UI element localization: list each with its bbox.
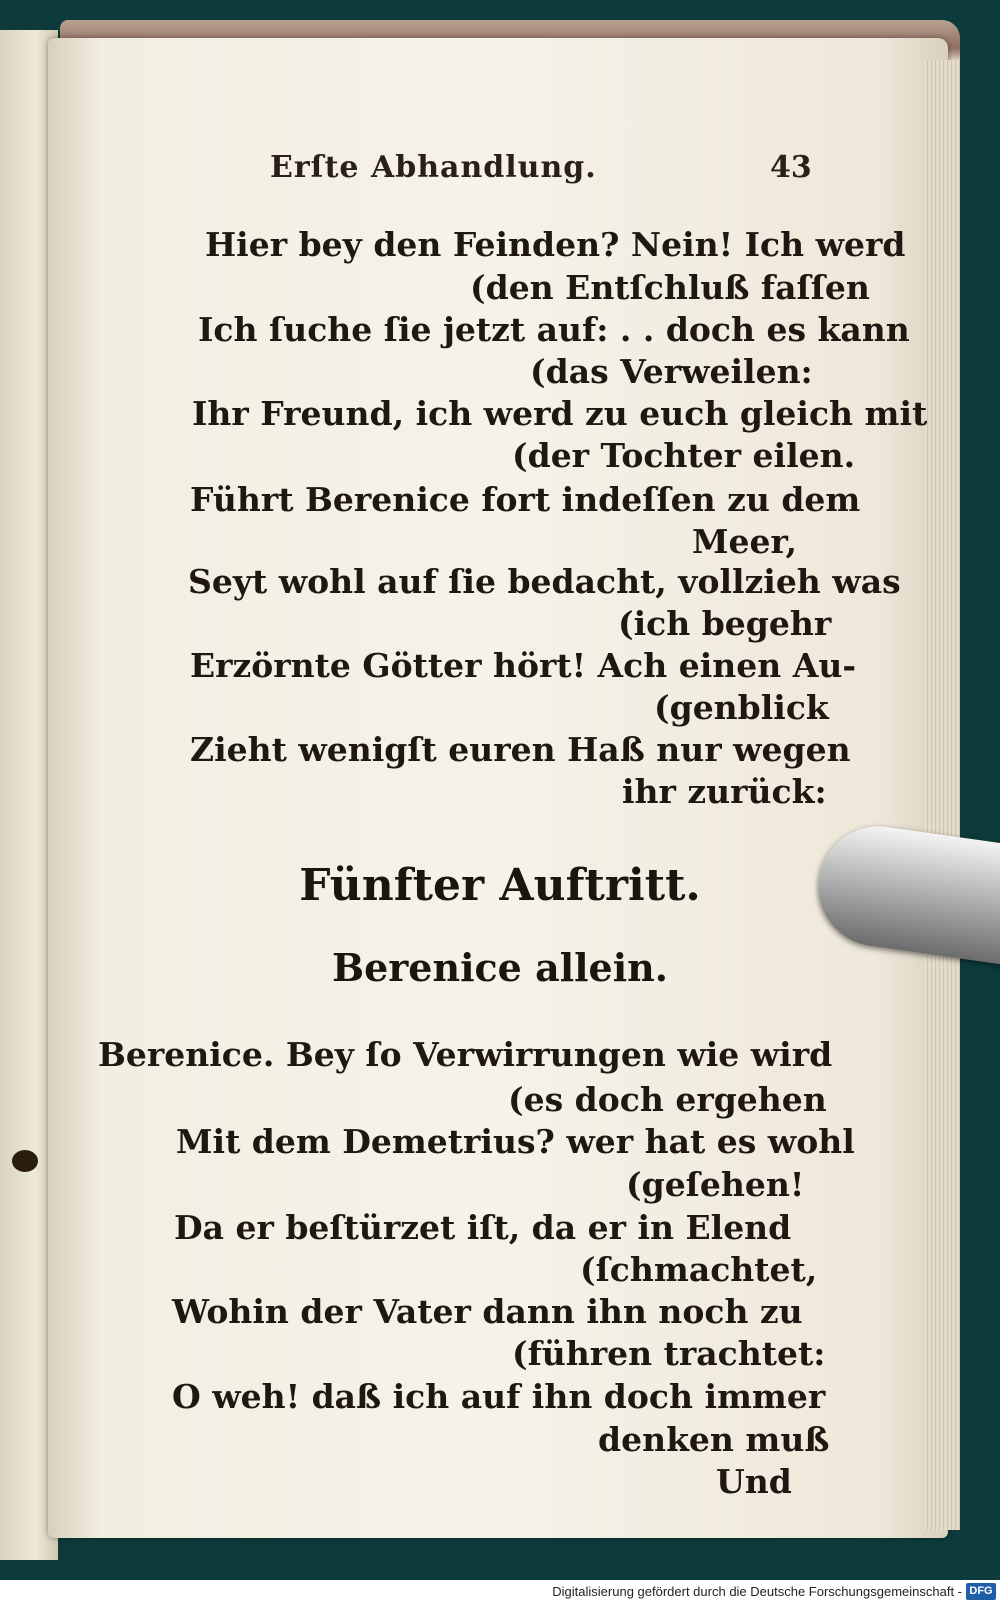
scene-persons: Berenice allein. <box>331 945 669 990</box>
verse-line: Mit dem Demetrius? wer hat es wohl <box>176 1122 855 1161</box>
page-stack-edge <box>924 60 960 1530</box>
verse-line: (geſehen! <box>626 1165 805 1204</box>
page-number: 43 <box>770 150 812 185</box>
catchword: Und <box>716 1462 792 1501</box>
funding-credit: Digitalisierung gefördert durch die Deutsche Forschungsgemeinschaft - <box>552 1584 962 1599</box>
verse-line: Seyt wohl auf ſie bedacht, vollzieh was <box>188 562 901 601</box>
running-head: Erſte Abhandlung. <box>270 150 597 185</box>
verse-line: denken muß <box>598 1420 830 1459</box>
verse-line: Hier bey den Feinden? Nein! Ich werd <box>205 225 906 264</box>
verse-line: Meer, <box>692 522 797 561</box>
footer-bar <box>0 1580 1000 1602</box>
verse-line: Wohin der Vater dann ihn noch zu <box>172 1292 803 1331</box>
verse-line: Führt Berenice fort indeſſen zu dem <box>190 480 861 519</box>
verse-line: ihr zurück: <box>622 772 827 811</box>
verse-line: Ihr Freund, ich werd zu euch gleich mit <box>192 394 928 433</box>
page-header <box>0 150 1000 190</box>
dfg-logo: DFG <box>966 1583 996 1600</box>
verse-line: (ich begehr <box>618 604 832 643</box>
verse-line: (genblick <box>654 688 829 727</box>
scene-title: Fünfter Auftritt. <box>299 860 701 911</box>
verse-line: (der Tochter eilen. <box>512 436 856 475</box>
verse-line: Da er beſtürzet iſt, da er in Elend <box>174 1208 792 1247</box>
verse-line: (das Verweilen: <box>530 352 813 391</box>
verse-line: (ſchmachtet, <box>580 1250 818 1289</box>
verse-line: Ich ſuche ſie jetzt auf: . . doch es kann <box>198 310 910 349</box>
verse-line: Zieht wenigſt euren Haß nur wegen <box>190 730 851 769</box>
verse-line: O weh! daß ich auf ihn doch immer <box>172 1377 826 1416</box>
verse-line: (führen trachtet: <box>512 1334 826 1373</box>
verse-line: (den Entſchluß faſſen <box>470 268 870 307</box>
binding-hole <box>12 1150 38 1172</box>
verse-line: (es doch ergehen <box>508 1080 827 1119</box>
verse-line: Erzörnte Götter hört! Ach einen Au- <box>190 646 857 685</box>
verse-line: Berenice. Bey ſo Verwirrungen wie wird <box>98 1035 833 1074</box>
